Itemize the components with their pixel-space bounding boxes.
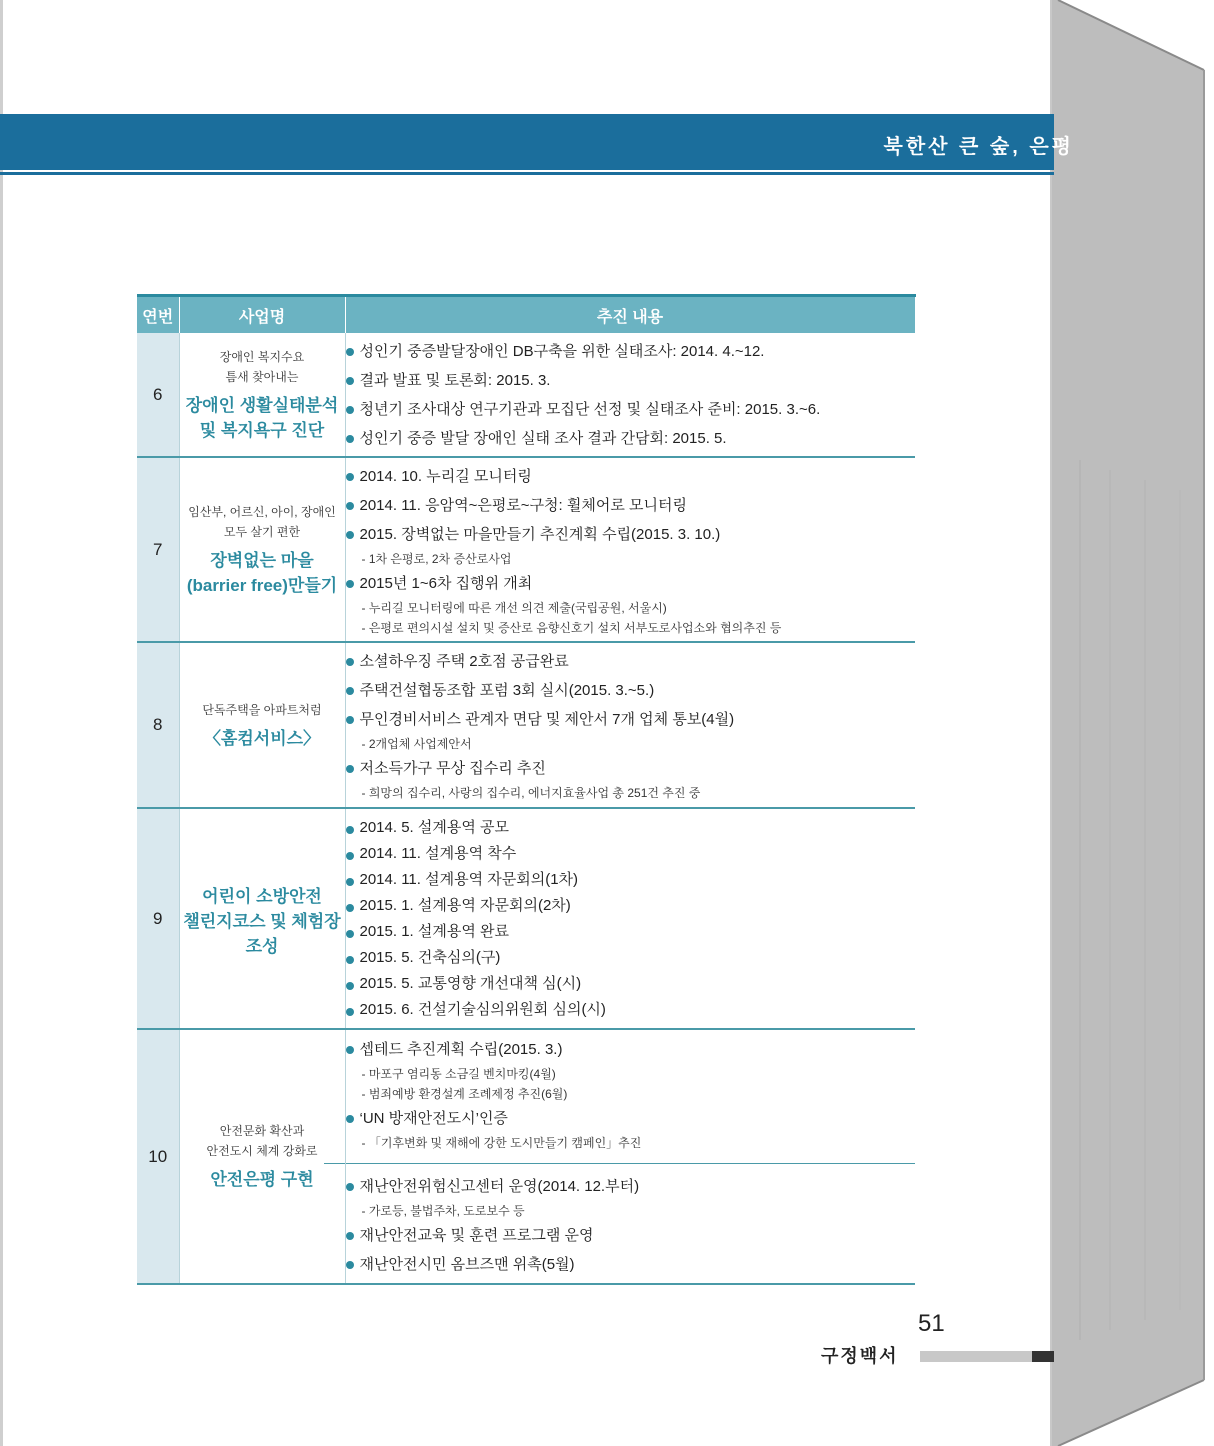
details-cell [345,1029,915,1284]
project-title [180,726,345,751]
sub-item: - 1차 은평로, 2차 증산로사업 [361,551,512,566]
book-name: 구정백서 [821,1346,899,1366]
list-item [346,647,916,676]
item-text: 2015년 1~6차 집행위 개최 [359,574,533,592]
row-number: 6 [137,333,179,457]
details-cell [345,333,915,457]
list-item [346,1104,916,1153]
table-row [137,1029,915,1284]
item-text: ‘UN 방재안전도시’인증 [359,1109,508,1127]
list-item [346,337,916,366]
project-subtitle: 모두 살기 편한 [223,524,301,539]
project-name-cell [179,808,345,1029]
project-name-cell [179,1029,345,1284]
column-header-number: 연번 [137,296,179,334]
list-item [346,705,916,754]
table-header-row [137,296,915,334]
details-cell [345,457,915,642]
project-title-line: 안전은평 구현 [210,1170,314,1189]
project-subtitle: 단독주택을 아파트처럼 [202,702,322,717]
projects-table [137,294,916,1285]
item-text: 성인기 중증 발달 장애인 실태 조사 결과 간담회: 2015. 5. [359,429,727,447]
item-text: 2015. 5. 건축심의(구) [359,948,501,966]
table-row [137,457,915,642]
sub-item: - 2개업체 사업제안서 [361,737,472,751]
sub-item: - 범죄예방 환경설계 조례제정 추진(6월) [361,1086,568,1101]
list-item [346,945,916,971]
item-text: 무인경비서비스 관계자 면담 및 제안서 7개 업체 통보(4월) [359,711,735,728]
project-title-line: 챌린지코스 및 체험장 [183,912,341,931]
project-name-cell [179,333,345,457]
list-item [346,997,916,1023]
project-subtitle: 장애인 복지수요 [219,349,305,364]
item-text: 재난안전교육 및 훈련 프로그램 운영 [359,1226,594,1244]
project-title [180,393,345,443]
project-subtitle: 임산부, 어르신, 아이, 장애인 [188,504,336,519]
list-item [346,520,916,569]
project-title [180,884,345,959]
project-title-line: 장애인 생활실태분석 [185,395,339,415]
item-text: 셉테드 추진계획 수립(2015. 3.) [359,1040,563,1058]
item-text: 재난안전시민 옴브즈맨 위촉(5월) [359,1255,575,1273]
list-item [346,395,916,424]
table-row [137,333,915,457]
item-text: 청년기 조사대상 연구기관과 모집단 선정 및 실태조사 준비: 2015. 3.~6. [359,400,821,418]
list-item [346,1172,916,1221]
item-text: 저소득가구 무상 집수리 추진 [359,760,546,777]
sub-item: - 은평로 편의시설 설치 및 증산로 음향신호기 설치 서부도로사업소와 협의추진 등 [361,620,782,635]
details-cell [345,808,915,1029]
project-subtitle: 안전문화 확산과 [219,1124,305,1138]
list-item [346,1221,916,1250]
sub-item: - 희망의 집수리, 사랑의 집수리, 에너지효율사업 총 251건 추진 중 [361,786,701,800]
item-text: 2014. 10. 누리길 모니터링 [359,467,532,485]
sub-item: - 마포구 염리동 소금길 벤치마킹(4월) [361,1066,556,1081]
list-item [346,569,916,638]
list-item [346,867,916,893]
footer-bar [920,1351,1032,1362]
list-item [346,971,916,997]
list-item [346,1250,916,1279]
item-text: 2014. 11. 응암역~은평로~구청: 휠체어로 모니터링 [359,496,687,514]
project-subtitle: 안전도시 체계 강화로 [206,1144,318,1158]
header-title: 북한산 큰 숲, 은평 [883,136,1074,158]
page-number: 51 [918,1310,945,1337]
item-text: 결과 발표 및 토론회: 2015. 3. [359,371,551,389]
row-number: 8 [137,642,179,808]
list-item [346,754,916,803]
list-item [346,366,916,395]
details-cell [345,642,915,808]
item-text: 2014. 11. 설계용역 착수 [359,844,517,862]
sub-item: - 「기후변화 및 재해에 강한 도시만들기 캠페인」추진 [361,1135,642,1150]
item-text: 2015. 1. 설계용역 완료 [359,922,509,940]
column-header-project: 사업명 [179,296,345,334]
item-text: 재난안전위험신고센터 운영(2014. 12.부터) [359,1177,640,1195]
project-name-cell [179,457,345,642]
item-text: 2015. 5. 교통영향 개선대책 심(시) [359,974,582,992]
project-subtitle: 틈새 찾아내는 [225,369,299,384]
book-page-edges [1050,0,1214,1446]
item-text: 2014. 5. 설계용역 공모 [359,818,509,836]
sub-item: - 가로등, 불법주차, 도로보수 등 [361,1203,525,1218]
row-number: 10 [137,1029,179,1284]
item-text: 소셜하우징 주택 2호점 공급완료 [359,653,569,670]
table-row [137,642,915,808]
list-item [346,676,916,705]
list-item [346,841,916,867]
item-text: 2014. 11. 설계용역 자문회의(1차) [359,870,579,888]
project-title [180,548,345,598]
project-name-cell [179,642,345,808]
list-item [346,462,916,491]
list-item [346,491,916,520]
column-header-details: 추진 내용 [345,296,915,334]
footer-bar-accent [1032,1351,1054,1362]
project-title-line: 어린이 소방안전 [202,887,322,906]
list-item [346,815,916,841]
project-title-line: 조성 [245,937,279,956]
row-number: 7 [137,457,179,642]
list-item [346,893,916,919]
header-rule [0,172,1054,175]
project-title [180,1167,345,1192]
sub-item: - 누리길 모니터링에 따른 개선 의견 제출(국립공원, 서울시) [361,600,667,615]
inner-divider [324,1163,916,1164]
project-title-line: 장벽없는 마을 [210,550,314,570]
list-item [346,424,916,453]
list-item [346,1035,916,1104]
project-title-line: 〈홈컴서비스〉 [203,728,321,748]
item-text: 성인기 중증발달장애인 DB구축을 위한 실태조사: 2014. 4.~12. [359,342,765,360]
project-title-line: (barrier free)만들기 [186,575,338,595]
list-item [346,919,916,945]
item-text: 주택건설협동조합 포럼 3회 실시(2015. 3.~5.) [359,682,655,699]
row-number: 9 [137,808,179,1029]
project-title-line: 및 복지욕구 진단 [199,420,325,440]
table-row [137,808,915,1029]
item-text: 2015. 6. 건설기술심의위원회 심의(시) [359,1000,606,1018]
item-text: 2015. 장벽없는 마을만들기 추진계획 수립(2015. 3. 10.) [359,525,721,543]
item-text: 2015. 1. 설계용역 자문회의(2차) [359,896,571,914]
